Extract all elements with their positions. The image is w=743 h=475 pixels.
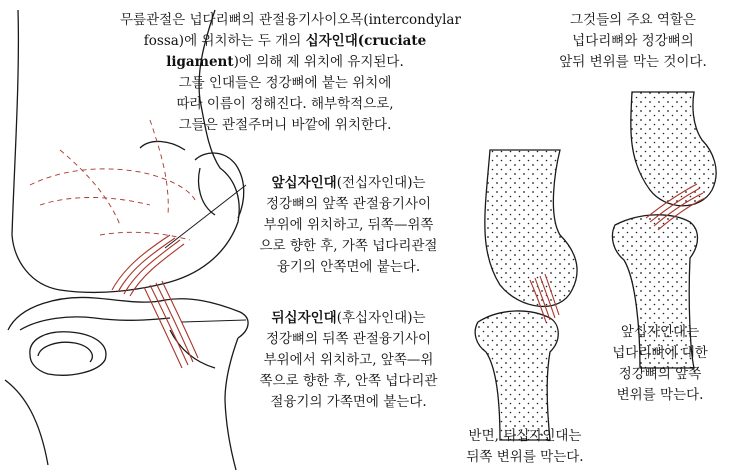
femur-stippled-right	[631, 92, 716, 206]
pcl-caption-line-1: 반면, 뒤십자인대는	[468, 428, 582, 444]
pcl-fibers	[144, 281, 198, 368]
intro-line-4: 그들 인대들은 정강뼈에 붙는 위치에	[178, 75, 392, 91]
knee-model-posterior	[475, 150, 577, 440]
intro-line-5: 따라 이름이 정해진다. 해부학적으로,	[176, 96, 394, 112]
intro-line-1: 무릎관절은 넙다리뼈의 관절융기사이오목(intercondylar	[120, 12, 461, 28]
role-line-3: 앞뒤 변위를 막는 것이다.	[559, 54, 707, 70]
acl-caption-line-4: 변위를 막는다.	[616, 387, 704, 403]
intro-line-6: 그들은 관절주머니 바깥에 위치한다.	[178, 117, 392, 133]
pcl-term: 뒤십자인대	[271, 310, 337, 326]
tibia-outline	[5, 380, 48, 465]
acl-description	[246, 173, 451, 278]
acl-line-2: 정강뼈의 앞쪽 관절융기사이	[265, 196, 432, 212]
acl-caption-line-2: 넙다리뼈에 대한	[612, 345, 708, 361]
acl-line-5: 융기의 안쪽면에 붙는다.	[276, 259, 421, 275]
cruciate-ligament-term: 십자인대(cruciate	[305, 33, 427, 49]
intro-paragraph	[120, 10, 461, 136]
acl-caption	[590, 322, 730, 406]
intro-line-2-text: fossa)에 위치하는 두 개의	[143, 33, 306, 49]
intro-line-3	[120, 52, 450, 73]
role-line-1: 그것들의 주요 역할은	[570, 12, 696, 28]
role-line-2: 넙다리뼈와 정강뼈의	[572, 33, 694, 49]
hidden-contour-lines	[30, 120, 195, 240]
acl-alias: (전십자인대)는	[336, 175, 426, 191]
pcl-line-3: 부위에서 위치하고, 앞쪽—위	[263, 352, 434, 368]
pcl-line-2: 정강뼈의 뒤쪽 관절융기사이	[265, 331, 432, 347]
role-paragraph	[528, 10, 738, 73]
acl-caption-line-3: 정강뼈의 앞쪽	[618, 366, 702, 382]
acl-heading	[246, 173, 451, 194]
acl-line-3: 부위에 위치하고, 뒤쪽—위쪽	[263, 217, 434, 233]
pcl-alias: (후십자인대)는	[336, 310, 426, 326]
intro-line-3-text: )에 의해 제 위치에 유지된다.	[233, 54, 404, 70]
tibial-plateau	[8, 297, 248, 338]
pcl-heading	[246, 308, 451, 329]
pcl-caption-line-2: 뒤쪽 변위를 막는다.	[466, 449, 584, 465]
acl-term: 앞십자인대	[271, 175, 337, 191]
pcl-caption	[455, 426, 595, 468]
intro-line-2	[120, 31, 450, 52]
pcl-line-4: 쪽으로 향한 후, 안쪽 넙다리관	[259, 373, 438, 389]
meniscus	[30, 332, 106, 375]
acl-caption-line-1: 앞십자인대는	[620, 324, 700, 340]
acl-line-4: 으로 향한 후, 가쪽 넙다리관절	[259, 238, 438, 254]
ligament-term: ligament	[166, 54, 234, 70]
pcl-line-5: 절융기의 가쪽면에 붙는다.	[270, 394, 427, 410]
femoral-condyle-lobe	[195, 153, 244, 218]
pcl-description	[246, 308, 451, 413]
tibia-stippled	[475, 311, 558, 440]
